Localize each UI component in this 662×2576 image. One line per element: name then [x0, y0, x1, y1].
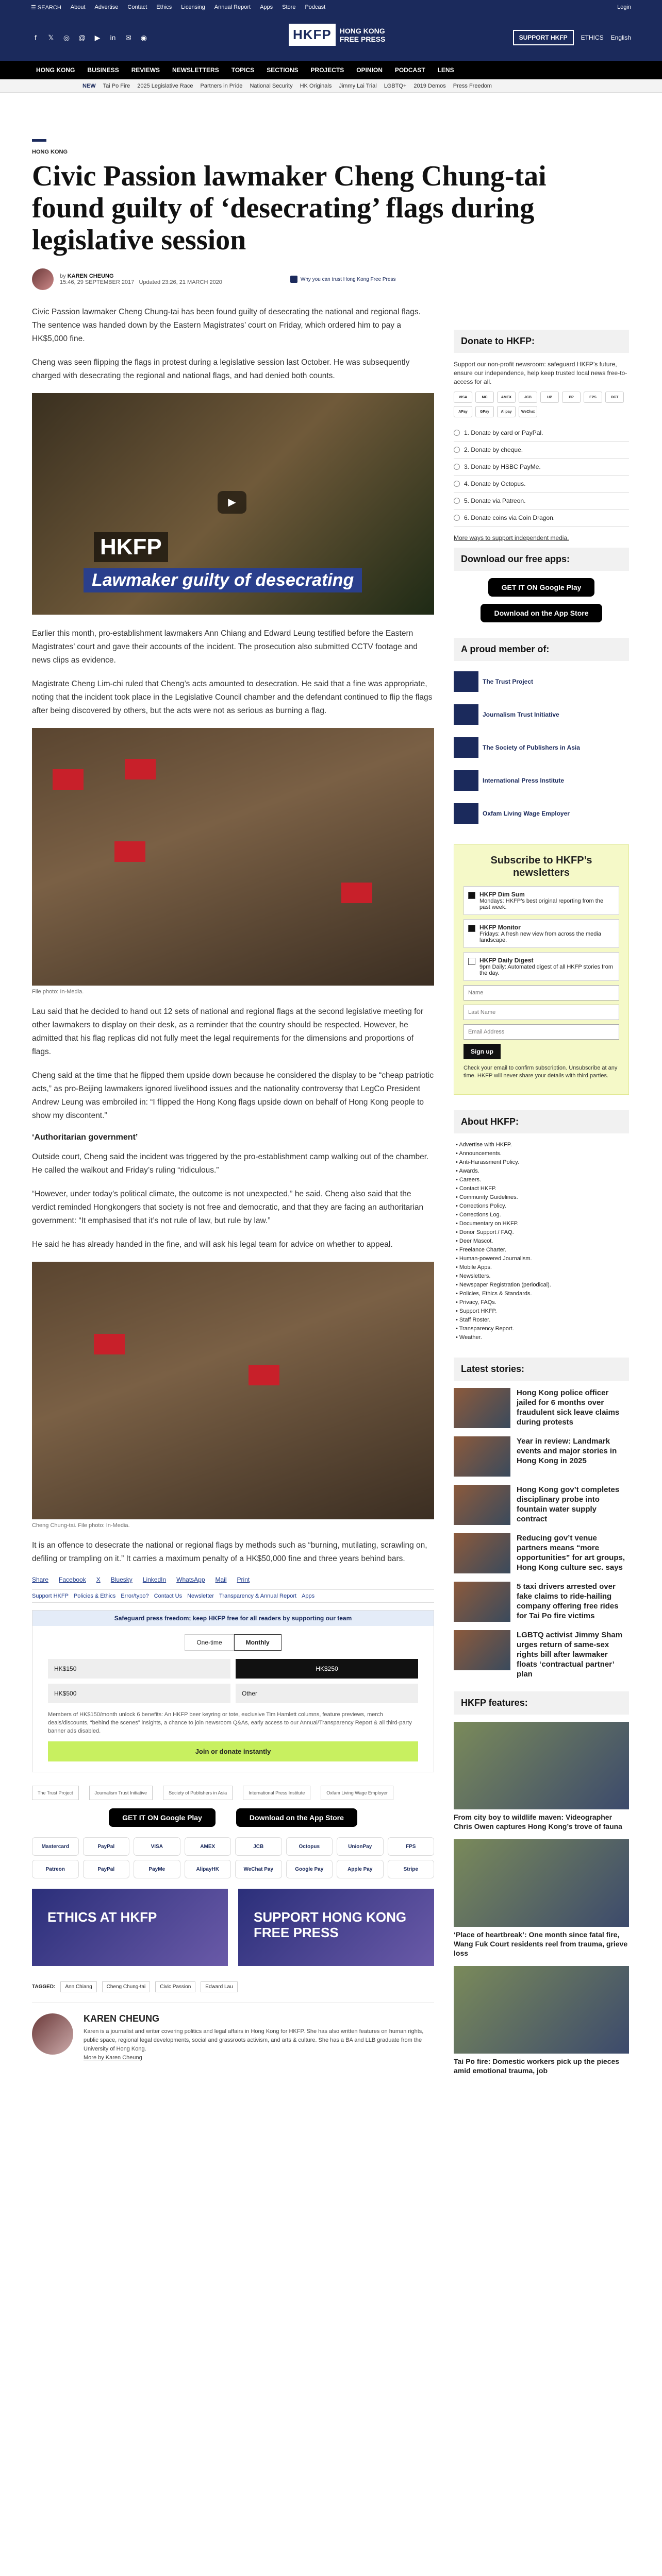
author-photo [32, 2013, 73, 2055]
donate-box [32, 1610, 434, 1772]
about-link[interactable]: • Community Guidelines. [456, 1193, 629, 1202]
support-button[interactable]: SUPPORT HKFP [513, 30, 574, 45]
card-logo: AMEX [497, 392, 516, 403]
trust-logo[interactable]: Oxfam Living Wage Employer [321, 1786, 393, 1800]
amount-option[interactable]: HK$500 [48, 1684, 230, 1703]
trust-project-icon [454, 671, 478, 692]
monthly-option[interactable]: Monthly [234, 1634, 282, 1651]
trust-logo[interactable]: The Trust Project [32, 1786, 79, 1800]
latest-heading: Latest stories: [454, 1358, 629, 1381]
trust-logo[interactable]: Journalism Trust Initiative [89, 1786, 153, 1800]
instagram-icon[interactable]: ◎ [63, 33, 70, 42]
site-logo[interactable] [289, 24, 402, 46]
facebook-icon[interactable]: f [35, 33, 37, 42]
flag-shape [53, 769, 84, 790]
amount-option[interactable]: HK$150 [48, 1659, 230, 1679]
checkbox-icon[interactable] [468, 958, 475, 965]
mail-icon[interactable]: ✉ [125, 33, 131, 42]
paragraph: Earlier this month, pro-establishment lawmakers Ann Chiang and Edward Leung testified before the Eastern Magistrates’ court and gave their accounts of the incident. The prosecution also submitted CCTV footage and news clips as evidence. [32, 629, 418, 665]
about-link[interactable]: • Contact HKFP. [456, 1184, 629, 1193]
signup-button[interactable]: Sign up [464, 1044, 501, 1059]
about-link[interactable]: • Anti-Harassment Policy. [456, 1158, 629, 1167]
payment-logo: Google Pay [286, 1860, 333, 1878]
newsletter-desc: Fridays: A fresh new view from across the media landscape. [479, 931, 601, 943]
author-info [84, 2013, 434, 2062]
flag-shape [249, 1365, 279, 1385]
article-photo [32, 1262, 434, 1519]
trust-logos [32, 1786, 434, 1800]
youtube-icon[interactable]: ▶ [94, 33, 101, 42]
oxfam-icon [454, 803, 478, 824]
email-input[interactable] [464, 1024, 619, 1040]
top-bar [0, 0, 662, 14]
about-link[interactable]: • Documentary on HKFP. [456, 1219, 629, 1228]
story-thumb [454, 1485, 510, 1525]
about-link[interactable]: • Careers. [456, 1176, 629, 1184]
signup-note: Check your email to confirm subscription. Unsubscribe at any time. HKFP will never share your details with third parties. [464, 1065, 618, 1079]
paragraph: Outside court, Cheng said the incident was triggered by the pro-establishment camp walking out of the chamber. He called the walkout and Friday’s ruling “ridiculous.” [32, 1153, 429, 1175]
login-link[interactable]: Login [617, 4, 631, 10]
paragraph: It is an offence to desecrate the national or regional flags by methods such as “burning, mutilating, scrawling on, defiling or trampling on it.” It carries a maximum penalty of a HK$50,000 fine and three years behind bars. [32, 1541, 427, 1563]
member-logo[interactable] [454, 671, 629, 692]
footer-link[interactable]: Error/typo? [121, 1593, 149, 1599]
about-link[interactable]: • Weather. [456, 1333, 629, 1342]
member-name: Oxfam Living Wage Employer [483, 810, 570, 817]
language-select[interactable]: English [610, 34, 631, 41]
nav-item[interactable]: TOPICS [231, 66, 255, 74]
tag[interactable]: Civic Passion [155, 1981, 195, 1992]
about-link[interactable]: • Corrections Policy. [456, 1202, 629, 1211]
donate-text: Support our non-profit newsroom: safeguard HKFP’s future, ensure our independence, help keep trusted local news free-to-access for all. [454, 361, 627, 385]
nav-item[interactable]: PROJECTS [310, 66, 344, 74]
play-icon[interactable]: ▶ [218, 491, 246, 514]
sopa-icon [454, 737, 478, 758]
photo-caption: Cheng Chung-tai. File photo: In-Media. [32, 1522, 130, 1529]
newsletter-name: HKFP Dim Sum [479, 891, 525, 898]
threads-icon[interactable]: @ [78, 33, 86, 42]
flag-shape [94, 1334, 125, 1354]
amount-option-selected[interactable]: HK$250 [236, 1659, 418, 1679]
newsletter-desc: 9pm Daily: Automated digest of all HKFP stories from the day. [479, 964, 614, 976]
author-avatar [32, 268, 54, 290]
payment-logo: VISA [134, 1837, 180, 1856]
google-play-button[interactable]: GET IT ON Google Play [488, 578, 595, 597]
about-link[interactable]: • Announcements. [456, 1149, 629, 1158]
flag-shape [125, 759, 156, 779]
top-link[interactable]: Annual Report [214, 4, 251, 10]
top-link[interactable]: Ethics [156, 4, 172, 10]
feature-image [454, 1966, 629, 2054]
nav-item[interactable]: BUSINESS [87, 66, 119, 74]
footer-link[interactable]: Transparency & Annual Report [219, 1593, 297, 1599]
story-title[interactable]: LGBTQ activist Jimmy Sham urges return of same-sex rights bill after lawmaker floats ‘contractual partner’ plan [517, 1631, 623, 1679]
story-title[interactable]: 5 taxi drivers arrested over fake claims to ride-hailing company offering free rides for Tai Po fire victims [517, 1582, 619, 1620]
trust-logo[interactable]: International Press Institute [243, 1786, 310, 1800]
share-link[interactable]: Bluesky [110, 1576, 133, 1583]
footer-link[interactable]: Contact Us [154, 1593, 183, 1599]
ethics-link[interactable]: ETHICS [581, 34, 604, 41]
tag[interactable]: Cheng Chung-tai [102, 1981, 151, 1992]
app-store-button[interactable]: Download on the App Store [481, 604, 602, 622]
about-link[interactable]: • Deer Mascot. [456, 1237, 629, 1246]
rss-icon[interactable]: ◉ [140, 33, 147, 42]
subnav-item[interactable]: 2019 Demos [413, 82, 446, 89]
payment-logo: AMEX [185, 1837, 231, 1856]
share-link[interactable]: WhatsApp [176, 1576, 205, 1583]
feature-item[interactable] [454, 1722, 629, 1831]
paragraph: Lau said that he decided to hand out 12 sets of national and regional flags at the second legislative meeting for other lawmakers to display on their desk, as a reminder that the country should be respected. However, he admitted that his flag replicas did not fully meet the legal requirements for the dimensions and proportions of flags. [32, 1007, 424, 1056]
newsletter-heading: Subscribe to HKFP’s newsletters [490, 855, 592, 878]
story-item[interactable] [454, 1388, 629, 1428]
nav-item[interactable]: REVIEWS [131, 66, 160, 74]
features-heading: HKFP features: [454, 1691, 629, 1715]
video-logo: HKFP [94, 532, 168, 562]
amount-options [32, 1659, 434, 1703]
payment-logo: UnionPay [337, 1837, 384, 1856]
newsletter-option[interactable] [464, 952, 619, 981]
footer-link[interactable]: Newsletter [187, 1593, 214, 1599]
story-item[interactable] [454, 1436, 629, 1477]
donate-option[interactable]: 1. Donate by card or PayPal. [454, 425, 629, 442]
payment-logo: Apple Pay [337, 1860, 384, 1878]
story-thumb [454, 1436, 510, 1477]
card-logo: VISA [454, 392, 472, 403]
story-thumb [454, 1582, 510, 1622]
payment-logo: AlipayHK [185, 1860, 231, 1878]
footer-link[interactable]: Policies & Ethics [73, 1593, 116, 1599]
card-logo: MC [475, 392, 494, 403]
last-name-input[interactable] [464, 1005, 619, 1020]
about-link[interactable]: • Donor Support / FAQ. [456, 1228, 629, 1237]
member-name: The Trust Project [483, 678, 534, 685]
about-heading: About HKFP: [454, 1110, 629, 1133]
top-link[interactable]: Apps [260, 4, 273, 10]
top-link[interactable]: Contact [127, 4, 147, 10]
search-label: SEARCH [37, 4, 61, 11]
checkbox-icon[interactable] [468, 925, 475, 932]
donate-heading: Donate to HKFP: [454, 330, 629, 353]
feature-item[interactable] [454, 1966, 629, 2075]
nav-item[interactable]: LENS [437, 66, 454, 74]
newsletter-desc: Mondays: HKFP’s best original reporting from the past week. [479, 898, 604, 910]
byline-text [60, 273, 222, 285]
share-link[interactable]: Print [237, 1576, 250, 1583]
about-link[interactable]: • Privacy, FAQs. [456, 1298, 629, 1307]
apps-heading: Download our free apps: [454, 548, 629, 571]
donate-options [454, 425, 629, 527]
paragraph: Cheng was seen flipping the flags in protest during a legislative session last October. He was subsequently charged with desecrating the regional and national flags, and had denied both counts. [32, 358, 410, 380]
author-link[interactable]: KAREN CHEUNG [67, 273, 114, 279]
photo-caption: File photo: In-Media. [32, 989, 84, 995]
author-name[interactable]: KAREN CHEUNG [84, 2013, 160, 2024]
top-link[interactable]: Advertise [94, 4, 119, 10]
feature-image [454, 1722, 629, 1809]
header-right [513, 30, 631, 45]
card-logo: JCB [519, 392, 537, 403]
subnav-item[interactable]: Tai Po Fire [103, 82, 130, 89]
top-link[interactable]: Podcast [305, 4, 326, 10]
share-link[interactable]: LinkedIn [142, 1576, 167, 1583]
author-bio: Karen is a journalist and writer covering politics and legal affairs in Hong Kong for HKFP. She has also written features on human rights, public space, regional legal developments, social and grassroots activism, and arts & culture. She has a BA and LLB graduate from the University of Hong Kong. [84, 2028, 424, 2052]
nav-item[interactable]: NEWSLETTERS [172, 66, 219, 74]
feature-title[interactable]: ‘Place of heartbreak’: One month since fatal fire, Wang Fuk Court residents reel from trauma, grieve loss [454, 1930, 628, 1957]
feature-title[interactable]: From city boy to wildlife maven: Videographer Chris Owen captures Hong Kong’s trove of fauna [454, 1813, 622, 1831]
nav-item[interactable]: HONG KONG [36, 66, 75, 74]
card-logo: UP [540, 392, 559, 403]
subnav-item[interactable]: Press Freedom [453, 82, 492, 89]
top-link[interactable]: About [70, 4, 86, 10]
newsletter-option[interactable] [464, 919, 619, 948]
about-link[interactable]: • Newsletters. [456, 1272, 629, 1281]
footer-link[interactable]: Apps [302, 1593, 315, 1599]
member-logo[interactable] [454, 770, 629, 791]
social-icons [31, 33, 148, 42]
newsletter-box [454, 844, 629, 1095]
flag-shape [341, 883, 372, 903]
feature-title[interactable]: Tai Po fire: Domestic workers pick up the pieces amid emotional trauma, job [454, 2057, 620, 2075]
feature-image [454, 1839, 629, 1927]
about-link[interactable]: • Corrections Log. [456, 1211, 629, 1219]
paragraph: Magistrate Cheng Lim-chi ruled that Cheng’s acts amounted to desecration. He said that a fine was appropriate, noting that the incident took place in the Legislative Council chamber and the defendant continued to flip the flags after being discovered by others, but the acts were not as serious as burning a flag. [32, 680, 433, 715]
subnav-item[interactable]: Partners in Pride [200, 82, 243, 89]
footer-link[interactable]: Support HKFP [32, 1593, 69, 1599]
payment-logo: PayPal [83, 1860, 130, 1878]
paragraph: He said he has already handed in the fine, and will ask his legal team for advice on whether to appeal. [32, 1240, 393, 1249]
sub-nav [0, 79, 662, 93]
top-link[interactable]: Store [282, 4, 296, 10]
payment-logo: PayMe [134, 1860, 180, 1878]
video-caption: Lawmaker guilty of desecrating [84, 568, 362, 592]
search-link[interactable]: ☰ SEARCH [31, 4, 61, 11]
jti-icon [454, 704, 478, 725]
newsletter-option[interactable] [464, 886, 619, 915]
donate-option[interactable]: 6. Donate coins via Coin Dragon. [454, 510, 629, 527]
checkbox-icon[interactable] [468, 892, 475, 899]
byline [32, 268, 434, 290]
donate-option[interactable]: 3. Donate by HSBC PayMe. [454, 459, 629, 476]
paragraph: “However, under today’s political climate, the outcome is not unexpected,” he said. Cheng also said that the verdict reminded Hongkongers that society is not free and democratic, and that they are facing an authoritarian government: “It emphasised that it’s not rule of law, but rule by law.” [32, 1190, 424, 1225]
story-thumb [454, 1388, 510, 1428]
card-logo: Alipay [497, 406, 516, 417]
card-logo: PP [562, 392, 581, 403]
trust-icon [290, 276, 297, 283]
about-link[interactable]: • Human-powered Journalism. [456, 1255, 629, 1263]
newsletter-name: HKFP Daily Digest [479, 957, 534, 964]
payment-logo: Patreon [32, 1860, 79, 1878]
feature-item[interactable] [454, 1839, 629, 1958]
subnav-item[interactable]: LGBTQ+ [384, 82, 407, 89]
paragraph: Cheng said at the time that he flipped them upside down because he considered the display to be “cheap patriotic acts,” as pro-Beijing lawmakers ignored livelihood issues and the nationality controversy that LegCo President Andrew Leung was embroiled in: “I flipped the Hong Kong flags upside down on behalf of Hong Kong people to show my discontent.” [32, 1071, 434, 1120]
footer-links [32, 1589, 434, 1603]
card-logo: WeChat [519, 406, 537, 417]
about-link[interactable]: • Policies, Ethics & Standards. [456, 1290, 629, 1298]
promo-banners [32, 1889, 434, 1966]
payment-logo: Octopus [286, 1837, 333, 1856]
share-link[interactable]: X [96, 1576, 101, 1583]
payment-logo: Stripe [388, 1860, 435, 1878]
member-name: The Society of Publishers in Asia [483, 744, 580, 751]
donate-option[interactable]: 4. Donate by Octopus. [454, 476, 629, 493]
card-logo: FPS [584, 392, 602, 403]
sidebar-store-buttons [454, 578, 629, 622]
story-thumb [454, 1533, 510, 1573]
story-title[interactable]: Year in review: Landmark events and major stories in Hong Kong in 2025 [517, 1437, 617, 1465]
main-nav [0, 61, 662, 79]
payment-logo: PayPal [83, 1837, 130, 1856]
share-link[interactable]: Mail [215, 1576, 227, 1583]
about-link[interactable]: • Newspaper Registration (periodical). [456, 1281, 629, 1290]
more-ways-link[interactable]: More ways to support independent media. [454, 534, 569, 541]
story-title[interactable]: Hong Kong police officer jailed for 6 months over fraudulent sick leave claims during protests [517, 1388, 620, 1427]
sidebar [454, 330, 629, 2083]
about-link[interactable]: • Staff Roster. [456, 1316, 629, 1325]
member-name: Journalism Trust Initiative [483, 711, 559, 718]
subnav-item[interactable]: Jimmy Lai Trial [339, 82, 377, 89]
card-logo: APay [454, 406, 472, 417]
donate-option[interactable]: 2. Donate by cheque. [454, 442, 629, 459]
about-link[interactable]: • Freelance Charter. [456, 1246, 629, 1255]
more-by-author-link[interactable]: More by Karen Cheung [84, 2055, 142, 2061]
linkedin-icon[interactable]: in [110, 33, 116, 42]
about-link[interactable]: • Support HKFP. [456, 1307, 629, 1316]
story-title[interactable]: Reducing gov’t venue partners means “more opportunities” for art groups, Hong Kong culture sec. says [517, 1534, 625, 1572]
story-title[interactable]: Hong Kong gov’t completes disciplinary probe into fountain water supply contract [517, 1485, 620, 1523]
article-title: Civic Passion lawmaker Cheng Chung-tai found guilty of ‘desecrating’ flags during legislative session [32, 160, 547, 256]
card-logo: GPay [475, 406, 494, 417]
tag[interactable]: Ann Chiang [60, 1981, 96, 1992]
trust-link[interactable] [290, 276, 396, 283]
share-link[interactable]: Share [32, 1576, 49, 1583]
newsletter-name: HKFP Monitor [479, 924, 521, 931]
support-promo[interactable]: SUPPORT HONG KONG FREE PRESS [238, 1889, 434, 1966]
member-heading: A proud member of: [454, 638, 629, 661]
app-store-button[interactable]: Download on the App Store [236, 1808, 357, 1827]
donate-option[interactable]: 5. Donate via Patreon. [454, 493, 629, 510]
publish-date: 15:46, 29 SEPTEMBER 2017 [60, 279, 135, 285]
by-label: by [60, 273, 66, 279]
payment-logo: JCB [235, 1837, 282, 1856]
frequency-toggle [32, 1634, 434, 1651]
flag-shape [114, 841, 145, 862]
member-logo[interactable] [454, 737, 629, 758]
share-link[interactable]: Facebook [59, 1576, 86, 1583]
nav-item[interactable]: OPINION [356, 66, 383, 74]
top-link[interactable]: Licensing [181, 4, 205, 10]
donate-button[interactable]: Join or donate instantly [48, 1741, 418, 1761]
amount-other[interactable]: Other [236, 1684, 418, 1703]
ipi-icon [454, 770, 478, 791]
updated-date: Updated 23:26, 21 MARCH 2020 [139, 279, 222, 285]
subnav-item[interactable]: National Security [250, 82, 293, 89]
new-badge: NEW [82, 82, 96, 89]
site-header [0, 14, 662, 61]
paragraph: Civic Passion lawmaker Cheng Chung-tai has been found guilty of desecrating the national and regional flags. The sentence was handed down by the Eastern Magistrates’ court on Friday, which ordered him to pay a HK$5,000 fine. [32, 308, 421, 343]
trust-logo[interactable]: Society of Publishers in Asia [163, 1786, 233, 1800]
logo-text: HONG KONG FREE PRESS [339, 26, 386, 43]
card-logos [454, 392, 629, 417]
tag[interactable]: Edward Lau [201, 1981, 237, 1992]
share-row [32, 1576, 434, 1583]
member-logos [454, 671, 629, 824]
about-link[interactable]: • Transparency Report. [456, 1325, 629, 1333]
story-thumb [454, 1630, 510, 1670]
member-name: International Press Institute [483, 777, 565, 784]
donate-note: Members of HK$150/month unlock 6 benefits: An HKFP beer keyring or tote, exclusive Tim Hamlett columns, feature previews, merch deals/discounts, “behind the scenes” insights, a chance to join newsroom Q&As, early access to our Annual/Transparency Report & all third-party banner ads disabled. [48, 1711, 412, 1734]
subheading: ‘Authoritarian government’ [32, 1133, 138, 1142]
about-link[interactable]: • Awards. [456, 1167, 629, 1176]
trust-label: Why you can trust Hong Kong Free Press [300, 276, 396, 282]
ethics-promo[interactable]: ETHICS AT HKFP [32, 1889, 228, 1966]
logo-mark: HKFP [289, 24, 336, 46]
nav-item[interactable]: PODCAST [394, 66, 425, 74]
video-player[interactable] [32, 393, 434, 615]
story-item[interactable] [454, 1533, 629, 1573]
title-rule [32, 139, 46, 142]
subnav-item[interactable]: HK Originals [300, 82, 332, 89]
x-icon[interactable]: 𝕏 [48, 33, 54, 42]
nav-item[interactable]: SECTIONS [267, 66, 299, 74]
about-link[interactable]: • Mobile Apps. [456, 1263, 629, 1272]
story-item[interactable] [454, 1582, 629, 1622]
story-item[interactable] [454, 1630, 629, 1679]
card-logo: OCT [605, 392, 624, 403]
one-time-option[interactable]: One-time [185, 1634, 234, 1651]
tags-label: TAGGED: [32, 1984, 56, 1990]
payment-logo: Mastercard [32, 1837, 79, 1856]
about-list [454, 1141, 629, 1342]
payment-methods [32, 1837, 434, 1878]
subnav-item[interactable]: 2025 Legislative Race [137, 82, 193, 89]
tag-list [32, 1981, 434, 1992]
payment-logo: FPS [388, 1837, 435, 1856]
about-link[interactable]: • Advertise with HKFP. [456, 1141, 629, 1149]
app-store-buttons [32, 1808, 434, 1827]
member-logo[interactable] [454, 704, 629, 725]
author-box [32, 2003, 434, 2062]
google-play-button[interactable]: GET IT ON Google Play [109, 1808, 216, 1827]
donate-banner: Safeguard press freedom; keep HKFP free for all readers by supporting our team [32, 1611, 434, 1626]
category-label[interactable]: HONG KONG [32, 149, 68, 155]
member-logo[interactable] [454, 803, 629, 824]
article-photo [32, 728, 434, 986]
story-item[interactable] [454, 1485, 629, 1525]
name-input[interactable] [464, 985, 619, 1001]
payment-logo: WeChat Pay [235, 1860, 282, 1878]
